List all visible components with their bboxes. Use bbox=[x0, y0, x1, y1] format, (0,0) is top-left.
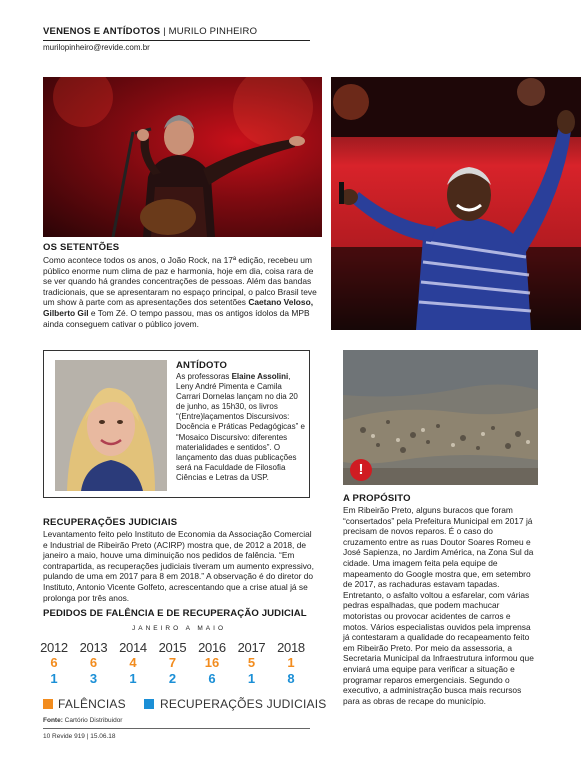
photo-caetano-veloso bbox=[43, 77, 322, 237]
year-label: 2018 bbox=[277, 640, 305, 655]
section-header bbox=[43, 26, 310, 37]
chart-title: PEDIDOS DE FALÊNCIA E DE RECUPERAÇÃO JUDICIAL bbox=[43, 608, 307, 619]
photo-elaine-assolini bbox=[55, 360, 167, 491]
falencias-value: 5 bbox=[247, 655, 256, 670]
section-title: VENENOS E ANTÍDOTOS bbox=[43, 26, 161, 37]
recuperacoes-title: RECUPERAÇÕES JUDICIAIS bbox=[43, 517, 178, 528]
author-name: MURILO PINHEIRO bbox=[168, 26, 258, 37]
recuperacoes-value: 1 bbox=[50, 671, 58, 686]
name-elaine-assolini: Elaine Assolini bbox=[231, 372, 289, 381]
legend-label-falencias: FALÊNCIAS bbox=[58, 697, 126, 711]
year-label: 2013 bbox=[79, 640, 108, 655]
chart-subtitle: JANEIRO A MAIO bbox=[131, 625, 226, 632]
recuperacoes-value: 8 bbox=[287, 671, 295, 686]
recuperacoes-value: 6 bbox=[208, 671, 216, 686]
recuperacoes-value: 2 bbox=[168, 671, 177, 686]
year-label: 2016 bbox=[198, 640, 226, 655]
year-label: 2012 bbox=[40, 640, 68, 655]
author-email: murilopinheiro@revide.com.br bbox=[43, 43, 150, 52]
recuperacoes-value: 1 bbox=[247, 671, 256, 686]
year-label: 2017 bbox=[237, 640, 266, 655]
recuperacoes-text: Levantamento feito pelo Instituto de Economia da Associação Comercial e Industrial de Ribeirão Preto (ACIRP) mostra que, de 2012 a 2018, de janeiro a maio, houve uma diminuição nos pedidos de falência. “Em contrapartida, as recuperações judiciais tiveram um aumento expressivo, pulando de uma em 2017 para 8 em 2018.” A observação é do diretor do Instituto, Antonio Vicente Golfeto, acrescentando que a crise atual já se prolonga por três anos. bbox=[43, 529, 314, 603]
falencias-value: 16 bbox=[204, 655, 220, 670]
name-caetano: Caetano Veloso bbox=[248, 297, 311, 308]
proposito-text: Em Ribeirão Preto, alguns buracos que foram “consertados” pela Prefeitura Municipal em 2017 já precisam de novos reparos. É o caso do cruzamento entre as ruas Doutor Soares Romeu e José Sapienza, no Jardim América, na Zona Sul da cidade. Uma imagem feita pela equipe de mapeamento do Google mostra que, em setembro de 2017, as rachaduras estavam tapadas. Entretanto, o asfalto voltou a esfarelar, com várias pedras espalhadas, que podem machucar motoristas ou provocar acidentes de carros e motos. Vários especialistas ouvidos pela imprensa já contestaram a qualidade do recapeamento feito em Ribeirão Preto. Por meio da assessoria, a Secretaria Municipal da Infraestrutura informou que enviará uma equipe para verificar a situação e programar reparos emergenciais. Segundo o executivo, a administração busca mais recursos para as obras de recape do município. bbox=[343, 505, 534, 706]
setentoes-text: Como acontece todos os anos, o João Rock, na 17ª edição, recebeu um público enorme num clima de paz e harmonia, hoje em dia, coisa rara de se ver quando há grandes concentrações de pessoas. Além das bandas tradicionais, que se apresentaram no espaço principal, o palco Brasil teve um show à parte com as apresentações dos setentões Caetano Veloso, Gilberto Gil e Tom Zé. O tempo passou, mas os antigos ídolos da MPB ainda conseguem cativar o público jovem. bbox=[43, 255, 317, 329]
antidoto-text: As professoras Elaine Assolini, Leny André Pimenta e Camila Carrari Dornelas lançam no dia 20 de junho, as 15h30, os livros “(Entre)laçamentos Discursivos: Docência e Práticas Pedagógicas” e “Mosaico Discursivo: diferentes materialidades e sentidos”. O lançamento das duas publicações será na Faculdade de Filosofia Ciências e Letras da USP. bbox=[176, 372, 305, 482]
photo-pothole-street bbox=[343, 350, 538, 485]
legend-swatch-recuperacoes bbox=[144, 699, 154, 709]
falencias-value: 6 bbox=[50, 655, 58, 670]
photo-gilberto-gil bbox=[331, 77, 581, 330]
page-folio: 10 Revide 919 | 15.06.18 bbox=[43, 733, 116, 740]
warning-icon: ! bbox=[350, 459, 372, 481]
antidoto-title: ANTÍDOTO bbox=[176, 360, 228, 371]
legend-swatch-falencias bbox=[43, 699, 53, 709]
recuperacoes-value: 3 bbox=[89, 671, 98, 686]
header-separator: | bbox=[163, 26, 166, 37]
name-gilberto-gil: Gilberto Gil bbox=[43, 307, 89, 318]
recuperacoes-value: 1 bbox=[129, 671, 137, 686]
footer-rule bbox=[43, 728, 310, 729]
chart-source: Fonte: Cartório Distribuidor bbox=[43, 717, 123, 724]
falencias-value: 6 bbox=[89, 655, 98, 670]
setentoes-title: OS SETENTÕES bbox=[43, 242, 120, 253]
falencias-value: 4 bbox=[129, 655, 137, 670]
legend-label-recuperacoes: RECUPERAÇÕES JUDICIAIS bbox=[160, 697, 327, 711]
falencias-value: 7 bbox=[168, 655, 177, 670]
year-label: 2015 bbox=[158, 640, 187, 655]
year-label: 2014 bbox=[119, 640, 147, 655]
header-rule bbox=[43, 40, 310, 41]
proposito-title: A PROPÓSITO bbox=[343, 493, 411, 504]
falencias-value: 1 bbox=[287, 655, 295, 670]
